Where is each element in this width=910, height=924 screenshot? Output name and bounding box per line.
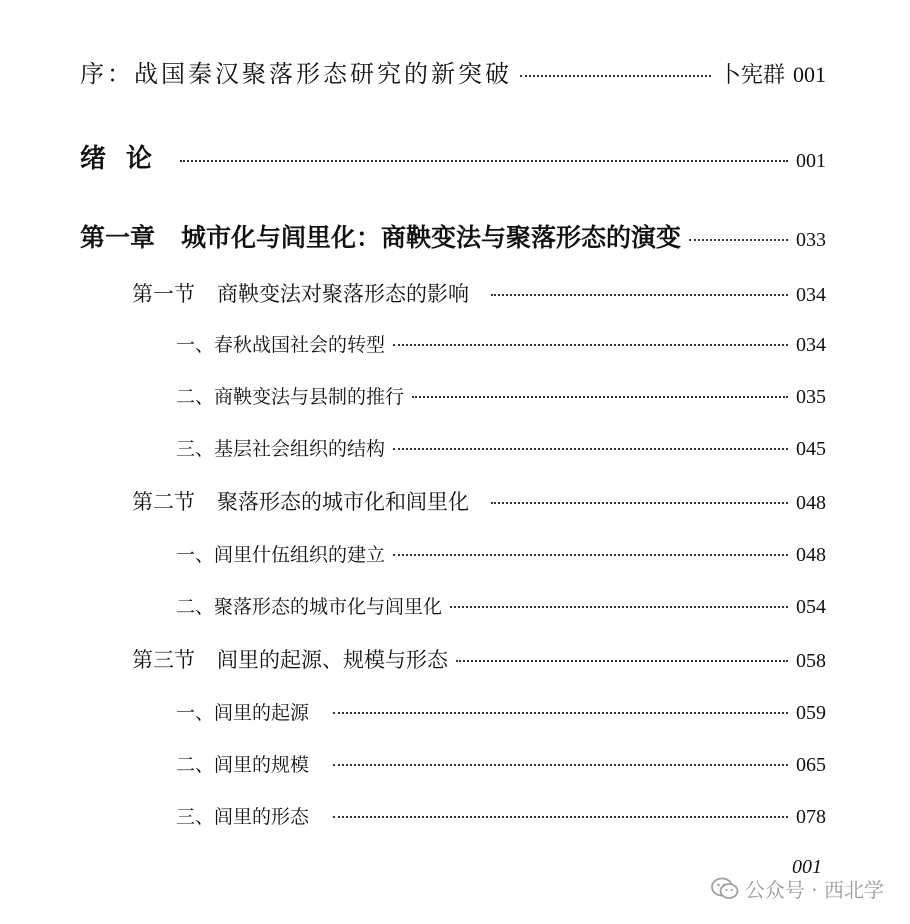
page-number: 054: [796, 596, 826, 618]
subsection-title: 一、闾里什伍组织的建立: [176, 544, 386, 566]
subsection-title: 一、闾里的起源: [176, 702, 310, 724]
chapter-number: 第一章: [80, 223, 156, 252]
dot-leader: [393, 448, 788, 450]
page-number: 033: [796, 229, 826, 251]
page-number: 065: [796, 754, 826, 776]
toc-entry-section-3: [132, 644, 826, 674]
dot-leader: [412, 396, 788, 398]
chapter-title: 城市化与闾里化：商鞅变法与聚落形态的演变: [181, 223, 682, 252]
wechat-icon: [711, 877, 739, 901]
toc-entry-subsection: [176, 698, 826, 725]
subsection-title: 二、聚落形态的城市化与闾里化: [176, 596, 443, 618]
subsection-title: 二、商鞅变法与县制的推行: [176, 386, 405, 408]
subsection-title: 一、春秋战国社会的转型: [176, 334, 386, 356]
toc-entry-subsection: [176, 330, 826, 357]
page-number: 001: [796, 150, 826, 172]
intro-title: 绪论: [80, 144, 173, 174]
dot-leader: [456, 660, 788, 662]
dot-leader: [491, 294, 788, 296]
toc-entry-subsection: [176, 750, 826, 777]
toc-entry-chapter-1: [80, 218, 826, 254]
page-number: 034: [796, 334, 826, 356]
page-number: 048: [796, 492, 826, 514]
dot-leader: [333, 764, 788, 766]
toc-entry-subsection: [176, 540, 826, 567]
watermark: [711, 874, 884, 903]
watermark-text: 公众号 · 西北学: [744, 878, 884, 902]
dot-leader: [450, 606, 788, 608]
toc-entry-subsection: [176, 382, 826, 409]
section-heading: [132, 278, 469, 308]
section-number: 第一节: [132, 282, 195, 306]
preface-author: 卜宪群: [718, 63, 785, 88]
page-number: 001: [793, 62, 826, 87]
section-number: 第三节: [132, 648, 195, 672]
toc-entry-section-1: [132, 278, 826, 308]
page-number: 078: [796, 806, 826, 828]
toc-entry-introduction: [80, 138, 826, 175]
section-title: 商鞅变法对聚落形态的影响: [217, 282, 469, 306]
page-number: 034: [796, 284, 826, 306]
dot-leader: [333, 816, 788, 818]
toc-entry-preface: [80, 54, 826, 89]
section-heading: [132, 644, 448, 674]
toc-entry-section-2: [132, 486, 826, 516]
page-number: 035: [796, 386, 826, 408]
chapter-heading: [80, 218, 681, 254]
dot-leader: [180, 160, 788, 162]
folio-page-number: 001: [792, 856, 822, 878]
dot-leader: [393, 344, 788, 346]
section-heading: [132, 486, 469, 516]
page-number: 059: [796, 702, 826, 724]
page-number: 048: [796, 544, 826, 566]
subsection-title: 三、闾里的形态: [176, 806, 310, 828]
dot-leader: [520, 75, 711, 77]
dot-leader: [333, 712, 788, 714]
subsection-title: 三、基层社会组织的结构: [176, 438, 386, 460]
toc-entry-subsection: [176, 434, 826, 461]
dot-leader: [491, 502, 788, 504]
subsection-title: 二、闾里的规模: [176, 754, 310, 776]
toc-entry-subsection: [176, 592, 826, 619]
section-title: 聚落形态的城市化和闾里化: [217, 490, 469, 514]
dot-leader: [689, 239, 788, 241]
section-title: 闾里的起源、规模与形态: [217, 648, 448, 672]
section-number: 第二节: [132, 490, 195, 514]
dot-leader: [393, 554, 788, 556]
page-number: 058: [796, 650, 826, 672]
toc-entry-subsection: [176, 802, 826, 829]
page-number: 045: [796, 438, 826, 460]
preface-title: 序：战国秦汉聚落形态研究的新突破: [80, 60, 512, 88]
